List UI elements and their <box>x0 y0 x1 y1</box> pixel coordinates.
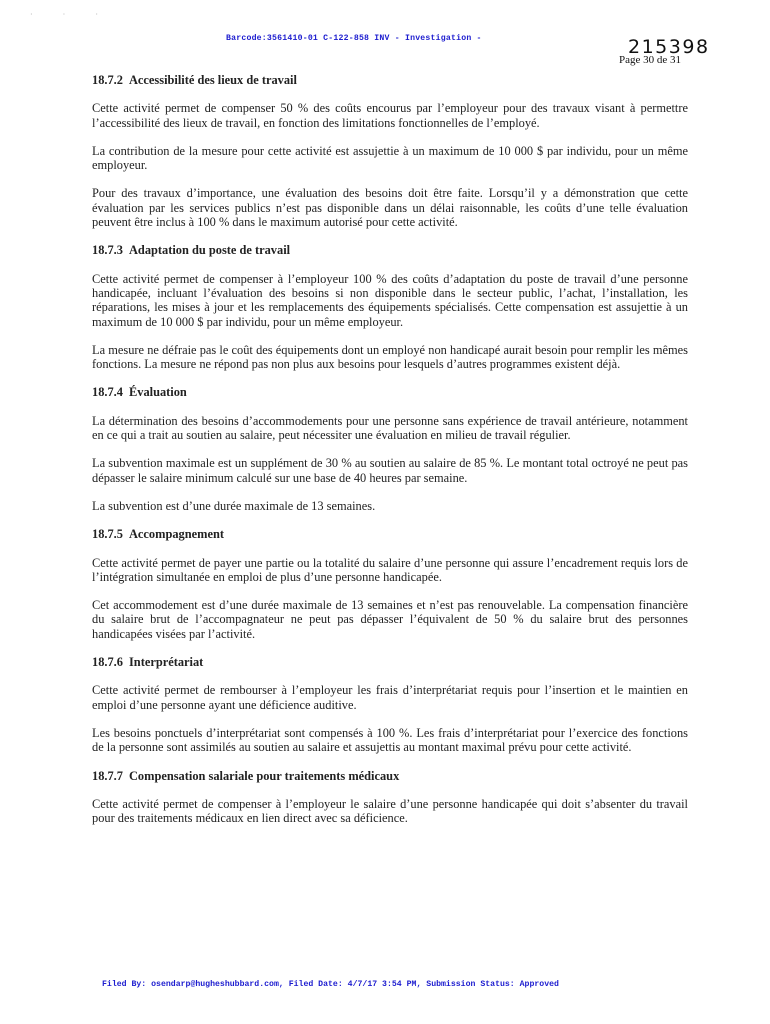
section-heading <box>92 243 688 257</box>
section-title: Interprétariat <box>128 655 204 670</box>
section-number: 18.7.3 <box>92 243 123 258</box>
paragraph: La contribution de la mesure pour cette activité est assujettie à un maximum de 10 000 $ par individu, pour un même employeur. <box>92 143 688 173</box>
section-title: Compensation salariale pour traitements médicaux <box>128 768 400 783</box>
section-title: Adaptation du poste de travail <box>128 243 291 258</box>
paragraph: Pour des travaux d’importance, une évaluation des besoins doit être faite. Lorsqu’il y a démonstration que cette évaluation par les services publics n’est pas disponible dans un délai raisonnable, les coûts d’une telle évaluation peuvent être inclus à 100 % dans le maximum autorisé pour cette activité. <box>92 186 688 230</box>
paragraph: Les besoins ponctuels d’interprétariat sont compensés à 100 %. Les frais d’interprétariat pour l’exercice des fonctions de la personne sont assimilés au soutien au salaire et assujettis au montant maximal prévu pour cette activité. <box>92 725 688 755</box>
section-18-7-3 <box>92 243 688 371</box>
section-number: 18.7.4 <box>92 385 123 400</box>
section-18-7-7 <box>92 769 688 826</box>
paragraph: Cette activité permet de compenser à l’employeur le salaire d’une personne handicapée qui doit s’absenter du travail pour des traitements médicaux en lien direct avec sa déficience. <box>92 796 688 826</box>
section-heading <box>92 655 688 669</box>
scan-specks: · · · <box>30 10 112 19</box>
paragraph: La subvention est d’une durée maximale de 13 semaines. <box>92 498 376 513</box>
paragraph: La subvention maximale est un supplément de 30 % au soutien au salaire de 85 %. Le montant total octroyé ne peut pas dépasser le salaire minimum calculé sur une base de 40 heures par semaine. <box>92 456 688 485</box>
filing-stamp: Filed By: osendarp@hugheshubbard.com, Filed Date: 4/7/17 3:54 PM, Submission Status: Approved <box>102 980 559 989</box>
section-heading <box>92 769 688 783</box>
document-body <box>92 73 688 839</box>
paragraph: Cet accommodement est d’une durée maximale de 13 semaines et n’est pas renouvelable. La compensation financière du salaire brut de l’accompagnateur ne peut pas dépasser l’équivalent de 50 % du salaire brut des personnes handicapées visées par l’activité. <box>92 598 688 641</box>
section-number: 18.7.2 <box>92 73 123 87</box>
section-18-7-4 <box>92 385 688 513</box>
paragraph: Cette activité permet de compenser 50 % des coûts encourus par l’employeur pour des travaux visant à permettre l’accessibilité des lieux de travail, en fonction des limitations fonctionnelles de l’employé. <box>92 101 688 130</box>
section-18-7-6 <box>92 655 688 754</box>
document-number: 215398 <box>628 36 710 58</box>
section-title: Accompagnement <box>128 527 224 542</box>
section-heading <box>92 385 688 399</box>
barcode-stamp: Barcode:3561410-01 C-122-858 INV - Investigation - <box>226 34 482 43</box>
section-heading <box>92 527 688 541</box>
section-heading <box>92 73 688 87</box>
section-title: Accessibilité des lieux de travail <box>128 73 297 87</box>
paragraph: Cette activité permet de compenser à l’employeur 100 % des coûts d’adaptation du poste de travail d’une personne handicapée, incluant l’évaluation des besoins si non disponible dans le secteur public, l’achat, l’installation, les réparations, les mises à jour et les remplacements des équipements spécialisés. Cette compensation est assujettie à un maximum de 10 000 $ par individu, pour un même employeur. <box>92 271 688 329</box>
page-number: Page 30 de 31 <box>619 54 682 66</box>
section-18-7-5 <box>92 527 688 641</box>
section-number: 18.7.7 <box>92 768 123 783</box>
paragraph: Cette activité permet de payer une partie ou la totalité du salaire d’une personne qui assure l’encadrement requis lors de l’intégration simultanée en emploi de plus d’une personne handicapée. <box>92 555 688 584</box>
section-number: 18.7.6 <box>92 655 123 670</box>
paragraph: La détermination des besoins d’accommodements pour une personne sans expérience de travail antérieure, notamment en ce qui a trait au soutien au salaire, peut nécessiter une évaluation en milieu de travail régulier. <box>92 413 688 443</box>
paragraph: La mesure ne défraie pas le coût des équipements dont un employé non handicapé aurait besoin pour remplir les mêmes fonctions. La mesure ne répond pas non plus aux besoins pour lesquels d’autres programmes existent déjà. <box>92 342 688 372</box>
section-18-7-2 <box>92 73 688 229</box>
section-title: Évaluation <box>128 385 187 400</box>
section-number: 18.7.5 <box>92 527 123 542</box>
paragraph: Cette activité permet de rembourser à l’employeur les frais d’interprétariat requis pour l’insertion et le maintien en emploi d’une personne ayant une déficience auditive. <box>92 683 688 712</box>
